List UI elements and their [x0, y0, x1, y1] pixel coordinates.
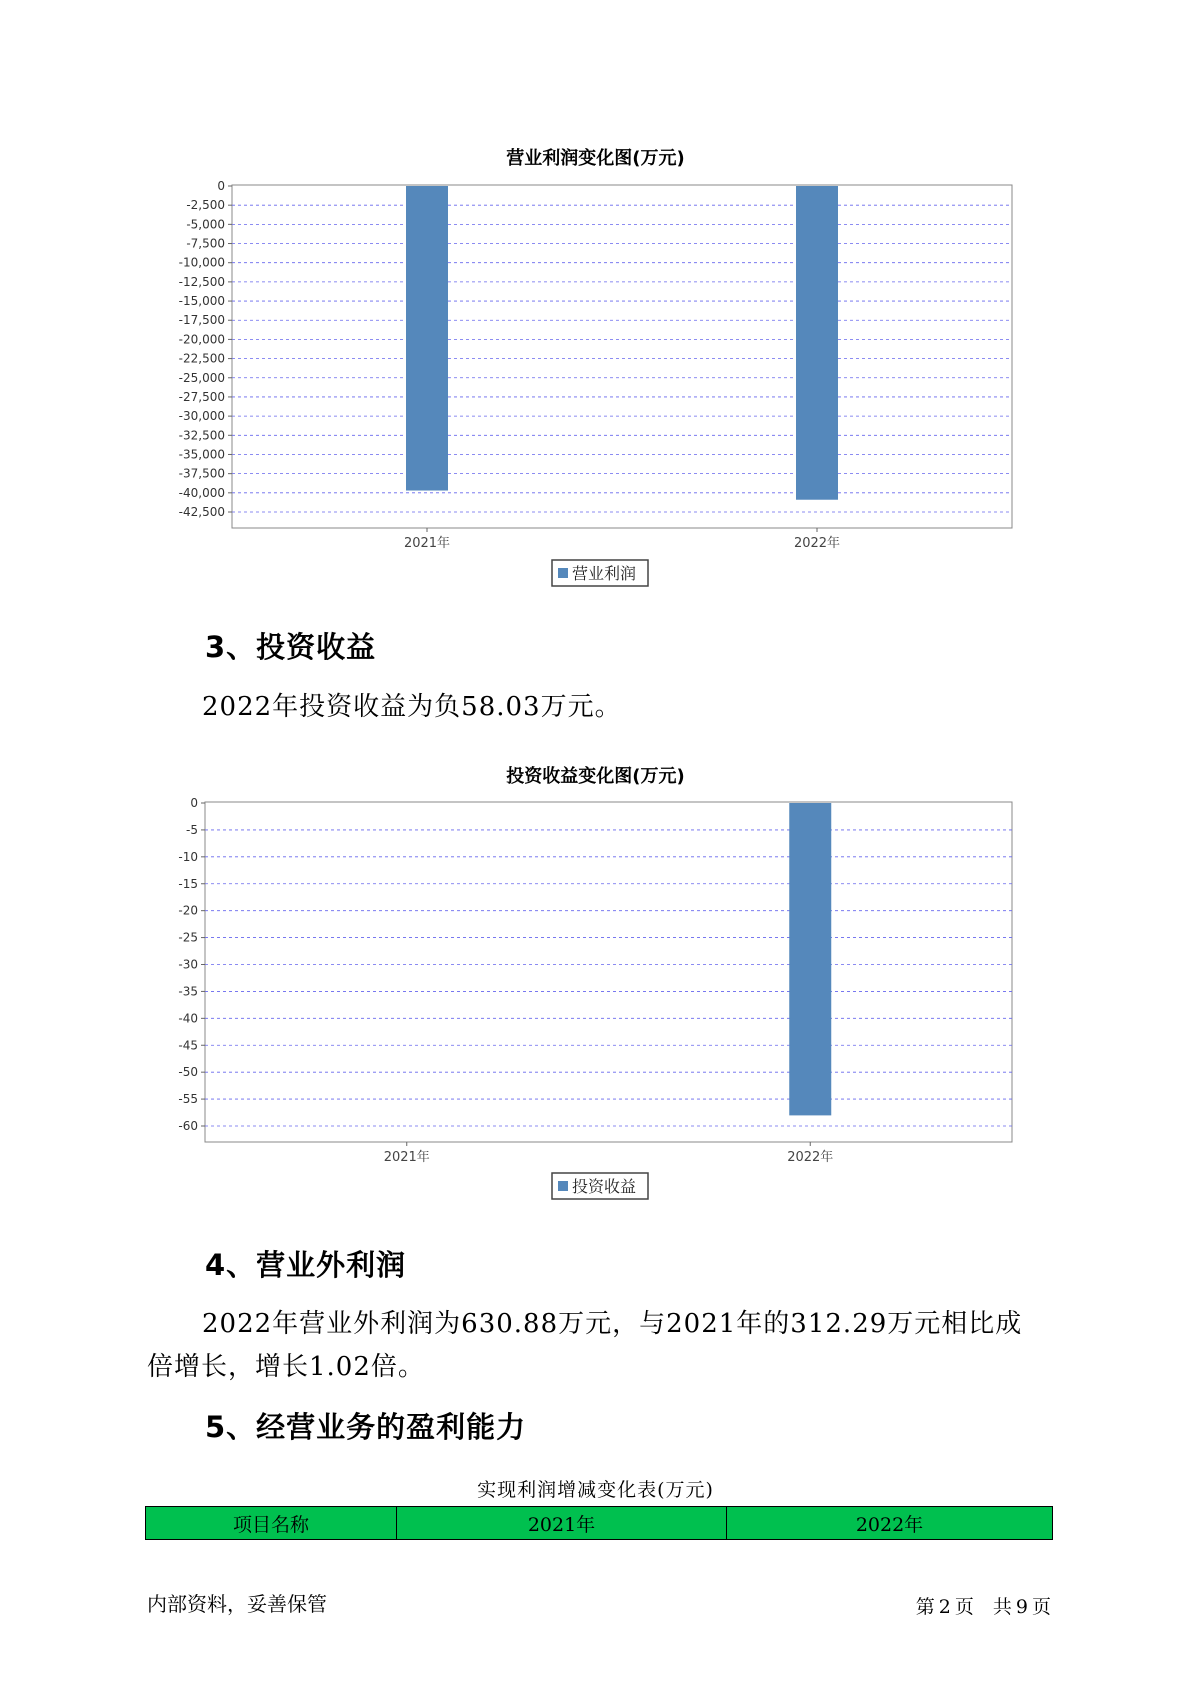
- chart2-ytick-label: -5: [186, 822, 198, 837]
- chart1-ytick-label: -40,000: [178, 485, 225, 500]
- section-5-heading: 5、经营业务的盈利能力: [205, 1410, 527, 1444]
- page-prefix: 第: [915, 1596, 935, 1618]
- chart2-xtick-label: 2022年: [787, 1150, 834, 1165]
- chart1-legend-label: 营业利润: [572, 564, 637, 583]
- chart1-legend-swatch: [558, 568, 568, 578]
- chart2-ytick-label: -15: [178, 876, 198, 891]
- chart1-ytick-label: -10,000: [178, 255, 225, 270]
- chart2-legend-label: 投资收益: [572, 1177, 637, 1196]
- chart1-ytick-label: -7,500: [186, 236, 225, 251]
- chart2-legend-swatch: [558, 1181, 568, 1191]
- chart1-ytick-label: -37,500: [178, 466, 225, 481]
- chart1-bar-2021年: [406, 186, 448, 491]
- chart2-ytick-label: 0: [190, 796, 198, 810]
- chart2-ytick-label: -45: [178, 1038, 198, 1053]
- chart2-ytick-label: -30: [178, 957, 198, 972]
- chart1-ytick-label: -22,500: [178, 351, 225, 366]
- chart1-ytick-label: -20,000: [178, 332, 225, 347]
- header-2021: 2021年: [397, 1507, 727, 1540]
- chart1-ytick-label: -2,500: [186, 198, 225, 213]
- chart2-ytick-label: -50: [178, 1065, 198, 1080]
- chart1-title: 营业利润变化图(万元): [506, 148, 685, 169]
- chart1-bar-2022年: [796, 186, 838, 500]
- chart2-plot-area: [205, 802, 1012, 1142]
- operating-profit-chart: [0, 170, 1191, 600]
- table-header-row: [146, 1507, 1053, 1540]
- chart1-ytick-label: -35,000: [178, 447, 225, 462]
- chart1-ytick-label: -32,500: [178, 428, 225, 443]
- chart2-bar-2022年: [789, 803, 831, 1115]
- chart1-ytick-label: -15,000: [178, 294, 225, 309]
- page-number: [914, 1592, 1053, 1619]
- chart1-ytick-label: -5,000: [186, 217, 225, 232]
- chart2-ytick-label: -55: [178, 1092, 198, 1107]
- chart2-ytick-label: -60: [178, 1119, 198, 1133]
- page-mid: 页 共: [954, 1596, 1012, 1618]
- page-total: 9: [1015, 1596, 1028, 1618]
- chart1-ytick-label: -27,500: [178, 389, 225, 404]
- chart1-ytick-label: -30,000: [178, 409, 225, 424]
- chart1-xtick-label: 2022年: [793, 536, 841, 551]
- profit-change-table: [145, 1506, 1053, 1540]
- chart2-title: 投资收益变化图(万元): [506, 766, 685, 787]
- chart1-ytick-label: -17,500: [178, 313, 225, 328]
- page-suffix: 页: [1031, 1596, 1051, 1618]
- chart2-ytick-label: -20: [178, 903, 198, 918]
- chart1-plot-area: [232, 185, 1012, 528]
- chart2-ytick-label: -40: [178, 1011, 198, 1026]
- chart1-ytick-label: -42,500: [178, 505, 225, 519]
- chart2-ytick-label: -35: [178, 984, 198, 999]
- header-item-name: 项目名称: [146, 1507, 397, 1540]
- chart2-ytick-label: -10: [178, 849, 198, 864]
- section-3-heading: 3、投资收益: [205, 630, 377, 664]
- chart1-ytick-label: -12,500: [178, 274, 225, 289]
- chart1-ytick-label: 0: [217, 179, 225, 193]
- section-4-text: 2022年营业外利润为630.88万元，与2021年的312.29万元相比成倍增长，增长1.02倍。: [147, 1309, 1023, 1382]
- section-4-heading: 4、营业外利润: [205, 1248, 407, 1282]
- section-3-text: 2022年投资收益为负58.03万元。: [202, 692, 622, 722]
- footer-confidential-note: 内部资料，妥善保管: [147, 1592, 327, 1616]
- chart1-ytick-label: -25,000: [178, 370, 225, 385]
- page-current: 2: [938, 1596, 951, 1618]
- chart1-xtick-label: 2021年: [403, 536, 451, 551]
- header-2022: 2022年: [727, 1507, 1053, 1540]
- chart2-ytick-label: -25: [178, 930, 198, 945]
- chart2-xtick-label: 2021年: [383, 1150, 430, 1165]
- investment-income-chart: [0, 790, 1191, 1210]
- table-caption: 实现利润增减变化表(万元): [477, 1479, 714, 1501]
